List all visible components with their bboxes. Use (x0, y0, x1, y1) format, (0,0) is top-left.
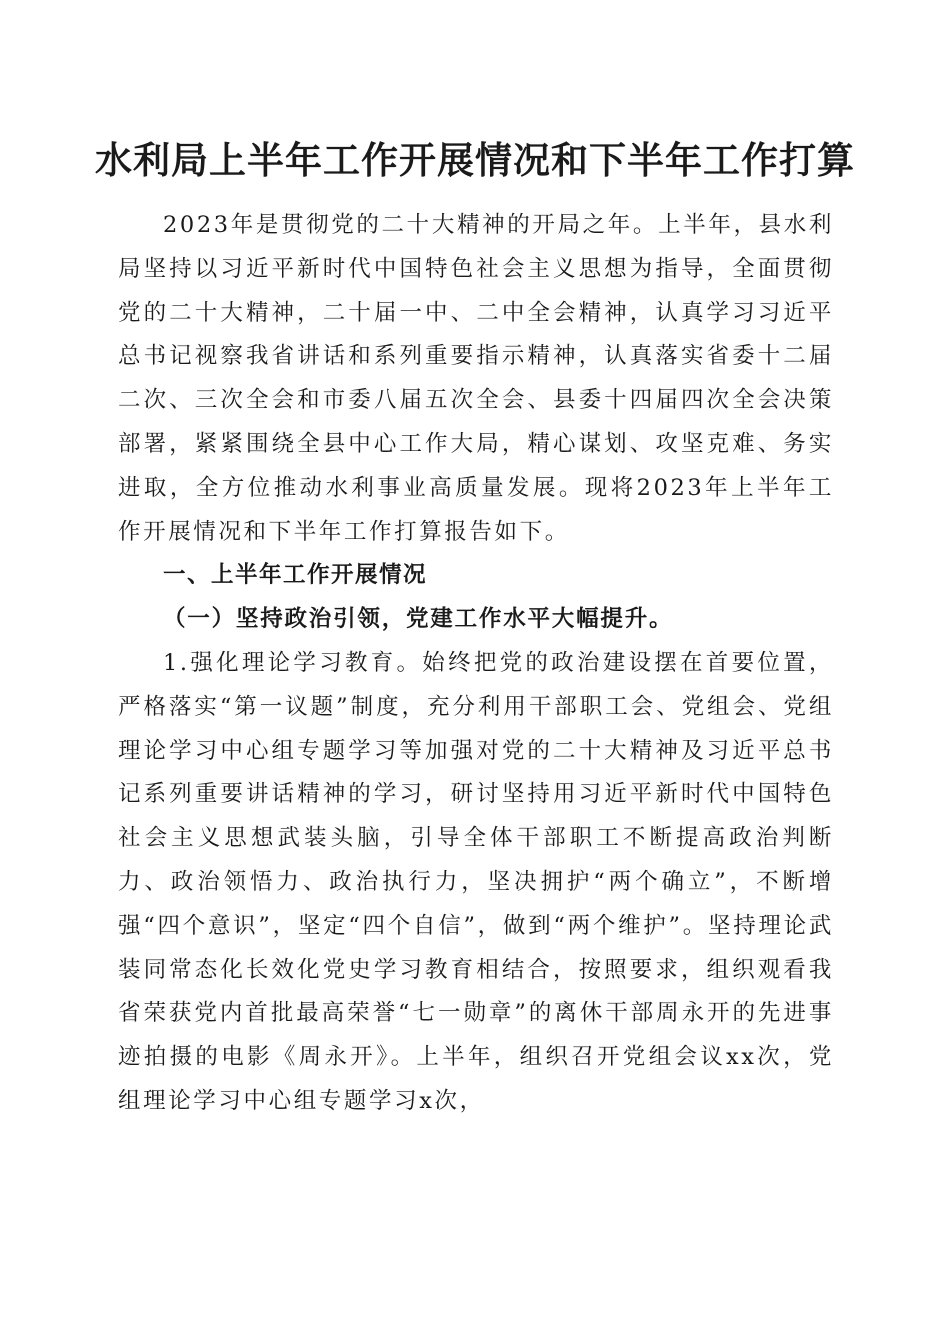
section-heading: 一、上半年工作开展情况 (163, 562, 428, 589)
document-title: 水利局上半年工作开展情况和下半年工作打算 (95, 138, 855, 182)
intro-paragraph: 2023年是贯彻党的二十大精神的开局之年。上半年，县水利局坚持以习近平新时代中国特色社会主义思想为指导，全面贯彻党的二十大精神，二十届一中、二中全会精神，认真学习习近平总书记视察我省讲话和系列重要指示精神，认真落实省委十二届二次、三次全会和市委八届五次全会、县委十四届四次全会决策部署，紧紧围绕全县中心工作大局，精心谋划、攻坚克难、务实进取，全方位推动水利事业高质量发展。现将2023年上半年工作开展情况和下半年工作打算报告如下。 (118, 212, 834, 545)
document-body (118, 204, 834, 1124)
subsection-heading: （一）坚持政治引领，党建工作水平大幅提升。 (163, 606, 674, 633)
item-paragraph: 1.强化理论学习教育。始终把党的政治建设摆在首要位置，严格落实“第一议题”制度，充分利用干部职工会、党组会、党组理论学习中心组专题学习等加强对党的二十大精神及习近平总书记系列重要讲话精神的学习，研讨坚持用习近平新时代中国特色社会主义思想武装头脑，引导全体干部职工不断提高政治判断力、政治领悟力、政治执行力，坚决拥护“两个确立”，不断增强“四个意识”，坚定“四个自信”，做到“两个维护”。坚持理论武装同常态化长效化党史学习教育相结合，按照要求，组织观看我省荣获党内首批最高荣誉“七一勋章”的离休干部周永开的先进事迹拍摄的电影《周永开》。上半年，组织召开党组会议xx次，党组理论学习中心组专题学习x次， (118, 649, 834, 1114)
